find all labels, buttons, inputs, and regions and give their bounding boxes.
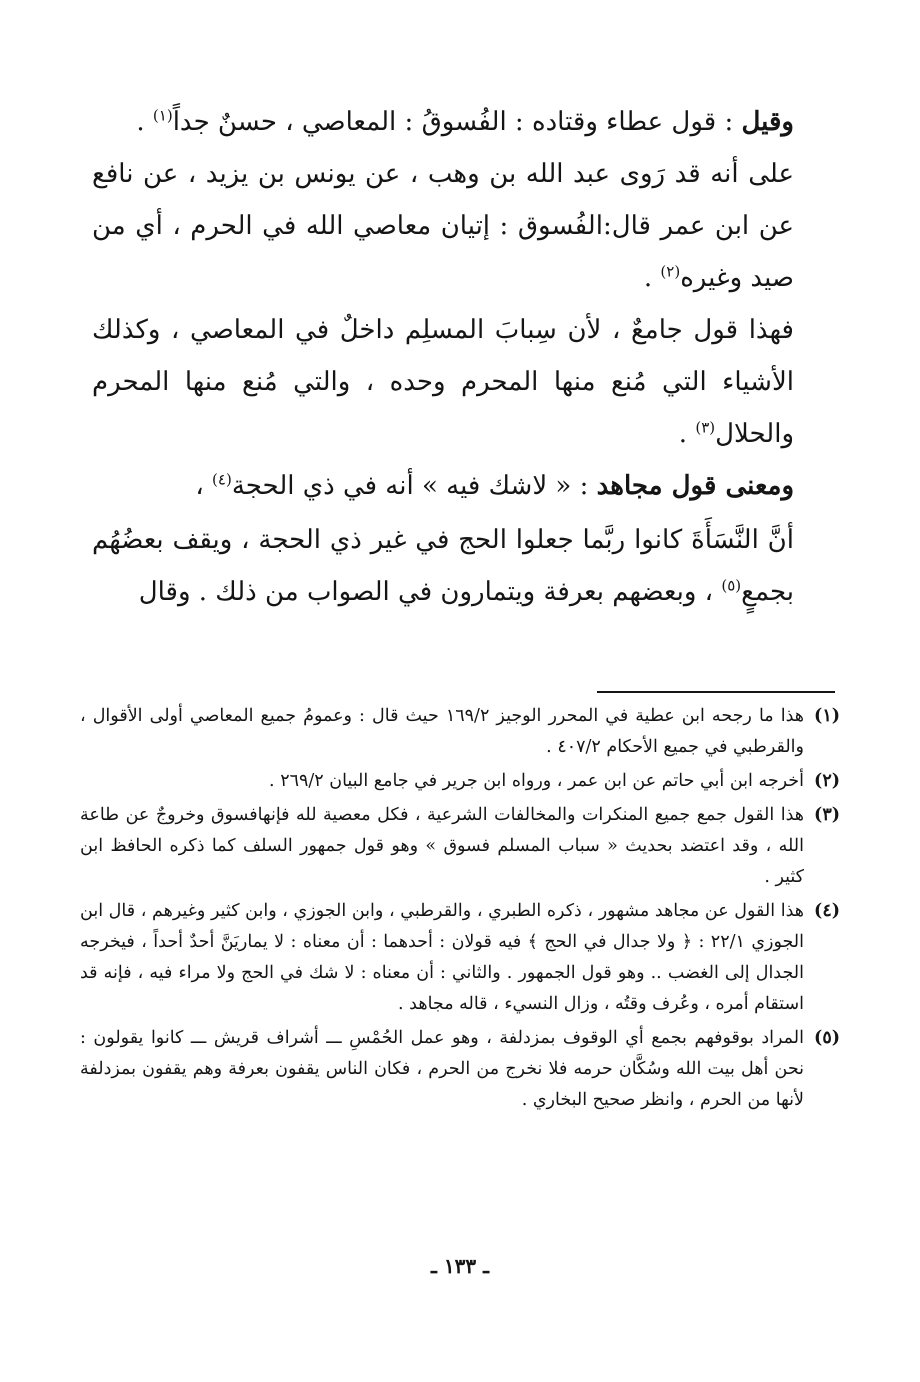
footnote-text: أخرجه ابن أبي حاتم عن ابن عمر ، ورواه ابن جرير في جامع البيان ٢٦٩/٢ . — [269, 771, 804, 791]
footnote-ref-5[interactable]: (٥) — [721, 576, 742, 595]
paragraph-1-text: : قول عطاء وقتاده : الفُسوقُ : المعاصي ، حسنٌ جداً — [172, 107, 734, 137]
paragraph-3 — [92, 304, 794, 460]
footnote-5 — [80, 1023, 840, 1116]
footnote-number: (٢) — [814, 771, 840, 791]
paragraph-4-text: : « لاشك فيه » أنه في ذي الحجة — [231, 471, 589, 501]
paragraph-5 — [92, 514, 794, 618]
paragraph-5-end: ، وبعضهم بعرفة ويتمارون في الصواب من ذلك . وقال — [138, 577, 722, 607]
footnote-ref-1[interactable]: (١) — [152, 106, 173, 125]
footnote-number: (١) — [814, 706, 840, 726]
footnote-text: المراد بوقوفهم بجمع أي الوقوف بمزدلفة ، وهو عمل الحُمْسِ ـــ أشراف قريش ـــ كانوا يقولون : نحن أهل بيت الله وسُكَّان حرمه فلا نخرج من الحرم ، فكان الناس يقفون بعرفة وهم يقفون بمزدلفة لأنها من الحرم ، وانظر صحيح البخاري . — [80, 1028, 804, 1110]
footnote-number: (٣) — [814, 805, 840, 825]
page-number: ـ ١٣٣ ـ — [431, 1254, 489, 1278]
paragraph-4-lead: ومعنى قول مجاهد — [596, 471, 794, 501]
footnote-ref-2[interactable]: (٢) — [660, 262, 681, 281]
footnote-ref-3[interactable]: (٣) — [695, 418, 716, 437]
footnote-separator — [597, 691, 835, 693]
paragraph-1-end: . — [136, 107, 153, 137]
paragraph-4-end: ، — [195, 471, 213, 501]
paragraph-2-text: على أنه قد رَوى عبد الله بن وهب ، عن يونس بن يزيد ، عن نافع عن ابن عمر قال:الفُسوق : إتيان معاصي الله في الحرم ، أي من صيد وغيره — [92, 159, 794, 293]
paragraph-2 — [92, 148, 794, 304]
paragraph-1-lead: وقيل — [741, 107, 794, 137]
paragraph-4 — [92, 460, 794, 512]
footnote-text: هذا ما رجحه ابن عطية في المحرر الوجيز ١٦٩/٢ حيث قال : وعمومُ جميع المعاصي أولى الأقوال ، والقرطبي في جميع الأحكام ٤٠٧/٢ . — [80, 706, 804, 757]
footnote-2 — [80, 766, 840, 797]
footnote-4 — [80, 896, 840, 1020]
footnote-text: هذا القول جمع جميع المنكرات والمخالفات الشرعية ، فكل معصية لله فإنهافسوق وخروجٌ عن طاعة الله ، وقد اعتضد بحديث « سباب المسلم فسوق » وهو قول جمهور السلف كما ذكره الحافظ ابن كثير . — [80, 805, 804, 887]
footnote-ref-4[interactable]: (٤) — [212, 470, 232, 489]
paragraph-3-text: فهذا قول جامعٌ ، لأن سِبابَ المسلِم داخلٌ في المعاصي ، وكذلك الأشياء التي مُنع منها المحرم وحده ، والتي مُنع منها المحرم والحلال — [92, 315, 794, 449]
footnote-3 — [80, 800, 840, 893]
paragraph-1 — [92, 96, 794, 148]
footnote-text: هذا القول عن مجاهد مشهور ، ذكره الطبري ، والقرطبي ، وابن الجوزي ، وابن كثير وغيرهم ، قال ابن الجوزي ٢٢/١ : ﴿ ولا جدال في الحج ﴾ فيه قولان : أحدهما : أن معناه : لا يماريَنَّ أحدٌ أحداً ، فيخرجه الجدال إلى الغضب .. وهو قول الجمهور . والثاني : أن معناه : لا شك في الحج ولا مراء فيه ، فإنه قد استقام أمره ، وعُرف وقتُه ، وزال النسيء ، قاله مجاهد . — [80, 901, 805, 1014]
paragraph-3-end: . — [678, 419, 696, 449]
footnote-number: (٤) — [814, 901, 840, 921]
main-text — [92, 96, 794, 618]
paragraph-2-end: . — [643, 263, 661, 293]
footnote-1 — [80, 701, 840, 763]
footnote-number: (٥) — [814, 1028, 840, 1048]
paragraph-5-text: أنَّ النَّسَأَةَ كانوا ربَّما جعلوا الحج في غير ذي الحجة ، ويقف بعضُهُم بجمعٍ — [92, 525, 794, 607]
footnotes — [80, 701, 840, 1119]
